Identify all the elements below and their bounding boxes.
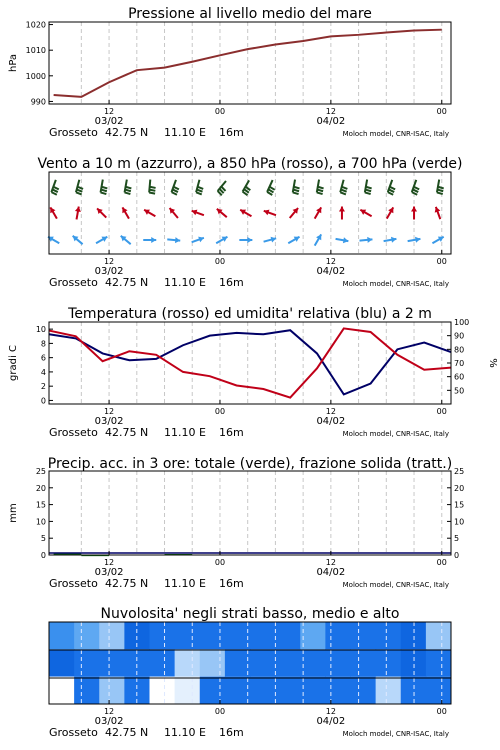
model-label: Moloch model, CNR-ISAC, Italy [342,581,449,589]
wind-barb-feather [173,187,178,190]
y-tick-label: 50 [454,386,465,396]
cloud-cell-medio [376,649,402,676]
wind-barb-feather [293,190,299,192]
y-tick-label: 0 [40,396,46,406]
wind-arrow-head [175,237,180,243]
cloud-cell-medio [351,649,377,676]
precip-yticks-right [447,467,464,560]
wind-barb-feather [341,190,347,192]
date-label: 03/02 [94,567,124,578]
cloud-cell-basso [250,677,276,704]
cloud-cell-alto [99,622,125,649]
location-lon: 11.10 E [164,426,206,439]
x-tick-label: 12 [325,257,336,266]
pressure-frame [49,22,451,104]
pressure-gridlines [81,22,441,104]
y-tick-label: 0 [454,551,460,560]
location-alt: 16m [219,726,244,739]
temp-title: Temperatura (rosso) ed umidita' relativa (blu) a 2 m [68,306,432,322]
x-tick-label: 00 [214,558,226,567]
pressure-title: Pressione al livello medio del mare [128,6,372,22]
wind-title: Vento a 10 m (azzurro), a 850 hPa (rosso), a 700 hPa (verde) [37,156,463,172]
location-lon: 11.10 E [164,276,206,289]
date-label: 03/02 [94,266,124,277]
pressure-panel [8,6,451,139]
y-tick-label: 90 [454,331,465,341]
wind-barb-feather [172,192,177,195]
model-label: Moloch model, CNR-ISAC, Italy [342,280,449,288]
cloud-cell-medio [200,649,226,676]
humidity-ylabel: % [487,358,498,368]
wind-barb-feather [125,190,131,192]
cloud-cell-alto [74,622,100,649]
wind-barb-feather [125,192,131,194]
x-tick-label: 00 [436,707,447,716]
wind-barb-feather [197,190,203,192]
temp-ylabel: gradi C [8,345,19,381]
cloud-cell-medio [300,649,326,676]
wind-barb-feather [293,192,299,194]
wind-barb-feather [437,192,443,194]
cloud-cell-medio [275,649,301,676]
precip-panel [8,456,464,590]
cloud-cell-alto [225,622,251,649]
cloud-cell-medio [250,649,276,676]
wind-arrow-head [411,207,417,212]
wind-barb-feather [126,187,132,189]
pressure-ylabel: hPa [8,53,19,73]
date-label: 04/02 [316,567,346,578]
wind-barb-feather [77,187,83,189]
y-tick-label: 2 [40,382,46,392]
x-tick-label: 12 [325,707,336,716]
cloud-cell-medio [49,649,75,676]
wind-arrow-head [151,237,156,243]
location-name: Grosseto [49,126,98,139]
wind-barb-feather [388,192,393,195]
x-tick-label: 00 [214,707,226,716]
cloud-cell-alto [300,622,326,649]
wind-barb-feather [412,192,417,195]
wind-xaxis [49,250,449,289]
y-tick-label: 1010 [25,46,46,56]
wind-barb-feather [149,190,155,191]
location-lon: 11.10 E [164,126,206,139]
x-tick-label: 12 [103,107,115,116]
y-tick-label: 1000 [25,71,46,81]
wind-barb-feather [317,192,323,194]
y-tick-label: 80 [454,345,465,355]
precip-gridlines [81,471,441,555]
y-tick-label: 25 [35,467,46,476]
wind-barbs [48,180,444,246]
model-label: Moloch model, CNR-ISAC, Italy [342,730,449,738]
date-label: 03/02 [94,716,124,727]
cloud-cell-medio [325,649,351,676]
wind-barb-feather [413,189,418,192]
cloud-cells [49,622,452,704]
y-tick-label: 60 [454,372,465,382]
y-tick-label: 6 [40,353,46,363]
cloud-cell-medio [175,649,201,676]
model-label: Moloch model, CNR-ISAC, Italy [342,430,449,438]
y-tick-label: 0 [40,551,46,560]
date-label: 04/02 [316,266,346,277]
cloud-cell-basso [175,677,201,704]
x-tick-label: 12 [103,707,115,716]
cloud-cell-alto [250,622,276,649]
wind-arrow-head [339,207,345,212]
wind-barb-feather [196,192,202,194]
y-tick-label: 990 [30,97,46,107]
location-lat: 42.75 N [105,276,149,289]
wind-barb-feather [101,190,107,192]
wind-barb-feather [76,192,82,194]
wind-barb-feather [414,187,419,190]
cloud-cell-basso [376,677,402,704]
cloud-cell-medio [74,649,100,676]
location-lat: 42.75 N [105,577,149,590]
x-tick-label: 00 [436,558,447,567]
date-label: 03/02 [94,416,124,427]
y-tick-label: 15 [35,500,46,510]
date-label: 03/02 [94,116,124,127]
x-tick-label: 12 [103,407,115,416]
pressure-xaxis [49,100,449,139]
x-tick-label: 12 [103,257,115,266]
location-alt: 16m [219,126,244,139]
humidity-yticks-right [447,318,469,395]
wind-barb-feather [366,187,372,189]
cloud-cell-medio [225,649,251,676]
wind-gridlines [81,172,441,254]
precip-yticks-left [36,467,53,560]
wind-barb-feather [102,187,108,189]
date-label: 04/02 [316,716,346,727]
cloud-cell-medio [426,649,452,676]
y-tick-label: 5 [454,534,460,544]
cloud-cell-basso [300,677,326,704]
cloud-cell-basso [74,677,100,704]
y-tick-label: 10 [35,517,46,527]
cloud-cell-basso [426,677,452,704]
cloud-cell-basso [150,677,176,704]
x-tick-label: 12 [325,407,336,416]
cloud-cell-basso [225,677,251,704]
y-tick-label: 70 [454,359,465,368]
y-tick-label: 8 [40,339,46,349]
cloud-cell-alto [150,622,176,649]
wind-barb-feather [173,189,178,192]
date-label: 04/02 [316,116,346,127]
wind-barb-feather [389,189,394,192]
temp-yticks-left [36,325,53,405]
cloud-cell-medio [150,649,176,676]
wind-arrow-head [367,237,372,243]
wind-barb-feather [150,187,156,188]
cloud-panel [49,606,452,739]
cloud-cell-alto [376,622,402,649]
wind-barb-feather [198,187,204,189]
x-tick-label: 12 [103,558,115,567]
wind-barb-feather [365,190,371,192]
cloud-cell-alto [325,622,351,649]
wind-barb-feather [101,192,107,194]
cloud-cell-alto [49,622,75,649]
wind-panel [37,156,462,289]
cloud-cell-basso [200,677,226,704]
wind-barb-feather [317,190,323,192]
cloud-xaxis [49,700,449,739]
location-lat: 42.75 N [105,126,149,139]
wind-barb-feather [340,192,346,194]
cloud-cell-alto [351,622,377,649]
y-tick-label: 100 [454,318,470,327]
wind-barb-feather [390,187,395,190]
y-tick-label: 25 [454,467,465,476]
wind-barb-feather [53,187,58,190]
x-tick-label: 00 [214,407,226,416]
temp-panel [8,306,498,439]
x-tick-label: 00 [214,107,226,116]
wind-barb-feather [342,187,348,189]
wind-barb-feather [318,187,324,189]
cloud-cell-alto [426,622,452,649]
x-tick-label: 12 [325,558,336,567]
y-tick-label: 10 [454,517,465,527]
location-name: Grosseto [49,577,98,590]
y-tick-label: 10 [35,325,46,335]
model-label: Moloch model, CNR-ISAC, Italy [342,130,449,138]
location-lat: 42.75 N [105,726,149,739]
precip-title: Precip. acc. in 3 ore: totale (verde), frazione solida (tratt.) [47,456,453,472]
y-tick-label: 4 [40,367,46,377]
y-tick-label: 20 [454,483,465,493]
date-label: 04/02 [316,416,346,427]
wind-barb-feather [365,192,371,194]
location-alt: 16m [219,276,244,289]
temp-xaxis [49,400,449,439]
precip-xaxis [49,551,449,590]
wind-barb-feather [438,187,444,189]
location-lon: 11.10 E [164,726,206,739]
y-tick-label: 1020 [25,20,46,30]
cloud-cell-basso [49,677,75,704]
location-alt: 16m [219,577,244,590]
precip-ylabel: mm [8,503,19,523]
cloud-cell-alto [175,622,201,649]
wind-barb-feather [149,192,155,193]
wind-barb-feather [52,189,57,192]
wind-barb-feather [294,187,300,189]
y-tick-label: 5 [40,534,46,544]
cloud-cell-basso [325,677,351,704]
y-tick-label: 15 [454,500,465,510]
x-tick-label: 00 [436,107,447,116]
cloud-cell-basso [351,677,377,704]
wind-barb-feather [51,192,56,195]
cloud-cell-alto [275,622,301,649]
location-name: Grosseto [49,726,98,739]
location-alt: 16m [219,426,244,439]
location-lon: 11.10 E [164,577,206,590]
cloud-title: Nuvolosita' negli strati basso, medio e alto [100,606,400,622]
x-tick-label: 12 [325,107,336,116]
cloud-cell-medio [99,649,125,676]
wind-arrow-head [247,237,252,243]
x-tick-label: 00 [214,257,226,266]
location-lat: 42.75 N [105,426,149,439]
cloud-cell-basso [99,677,125,704]
location-name: Grosseto [49,276,98,289]
wind-barb-feather [437,190,443,192]
y-tick-label: 20 [35,483,46,493]
x-tick-label: 00 [436,257,447,266]
x-tick-label: 00 [436,407,447,416]
cloud-cell-basso [275,677,301,704]
cloud-cell-alto [200,622,226,649]
location-name: Grosseto [49,426,98,439]
